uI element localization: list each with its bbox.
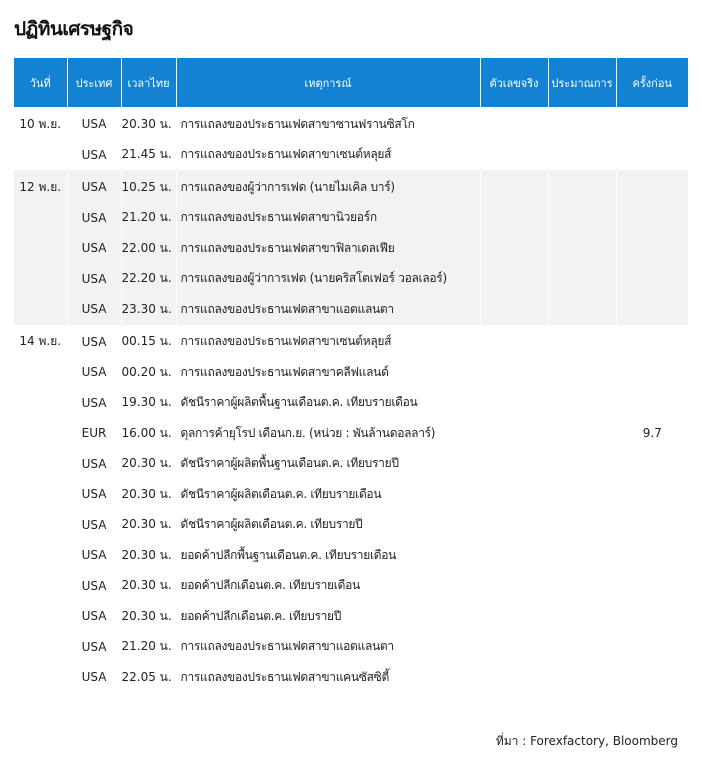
cell-country: USA: [67, 540, 121, 571]
cell-time: 00.15 น.: [121, 325, 176, 358]
header-thai-time: เวลาไทย: [121, 58, 176, 107]
cell-forecast: [548, 449, 616, 480]
table-row: [14, 418, 688, 449]
table-row: [14, 294, 688, 325]
cell-country: USA: [67, 510, 121, 541]
cell-previous: [616, 233, 688, 264]
cell-forecast: [548, 632, 616, 663]
cell-actual: [480, 540, 548, 571]
header-country: ประเทศ: [67, 58, 121, 107]
cell-actual: [480, 601, 548, 632]
cell-country: USA: [67, 388, 121, 419]
cell-time: 00.20 น.: [121, 357, 176, 388]
cell-forecast: [548, 418, 616, 449]
table-row: [14, 140, 688, 171]
table-row: [14, 510, 688, 541]
cell-event: การแถลงของประธานเฟดสาขาแอตแลนตา: [176, 632, 480, 663]
cell-actual: [480, 418, 548, 449]
cell-previous: [616, 294, 688, 325]
table-body: [14, 107, 688, 693]
cell-event: การแถลงของประธานเฟดสาขาซานฟรานซิสโก: [176, 107, 480, 140]
cell-time: 20.30 น.: [121, 479, 176, 510]
header-event: เหตุการณ์: [176, 58, 480, 107]
cell-previous: [616, 170, 688, 203]
cell-time: 23.30 น.: [121, 294, 176, 325]
cell-previous: [616, 601, 688, 632]
cell-time: 20.30 น.: [121, 540, 176, 571]
table-row: [14, 540, 688, 571]
table-row: [14, 107, 688, 140]
cell-forecast: [548, 325, 616, 358]
cell-previous: [616, 357, 688, 388]
cell-date: [14, 203, 67, 234]
cell-event: การแถลงของผู้ว่าการเฟด (นายคริสโตเฟอร์ วอลเลอร์): [176, 264, 480, 295]
cell-date: [14, 662, 67, 693]
cell-country: USA: [67, 479, 121, 510]
cell-event: การแถลงของประธานเฟดสาขาแอตแลนตา: [176, 294, 480, 325]
cell-event: การแถลงของประธานเฟดสาขาฟิลาเดลเฟีย: [176, 233, 480, 264]
cell-forecast: [548, 140, 616, 171]
cell-time: 20.30 น.: [121, 510, 176, 541]
table-row: [14, 388, 688, 419]
cell-forecast: [548, 662, 616, 693]
cell-event: การแถลงของประธานเฟดสาขาเซนต์หลุยส์: [176, 325, 480, 358]
cell-event: ดัชนีราคาผู้ผลิตพื้นฐานเดือนต.ค. เทียบรายเดือน: [176, 388, 480, 419]
cell-country: USA: [67, 140, 121, 171]
cell-country: USA: [67, 325, 121, 358]
cell-event: ยอดค้าปลีกพื้นฐานเดือนต.ค. เทียบรายเดือน: [176, 540, 480, 571]
table-row: [14, 449, 688, 480]
cell-event: ยอดค้าปลีกเดือนต.ค. เทียบรายปี: [176, 601, 480, 632]
table-row: [14, 571, 688, 602]
cell-country: USA: [67, 170, 121, 203]
cell-actual: [480, 233, 548, 264]
table-row: [14, 601, 688, 632]
cell-date: [14, 140, 67, 171]
cell-actual: [480, 107, 548, 140]
cell-event: ยอดค้าปลีกเดือนต.ค. เทียบรายเดือน: [176, 571, 480, 602]
cell-time: 10.25 น.: [121, 170, 176, 203]
cell-actual: [480, 170, 548, 203]
cell-actual: [480, 357, 548, 388]
cell-country: USA: [67, 264, 121, 295]
cell-actual: [480, 479, 548, 510]
cell-time: 16.00 น.: [121, 418, 176, 449]
cell-country: USA: [67, 107, 121, 140]
cell-country: USA: [67, 571, 121, 602]
cell-event: การแถลงของประธานเฟดสาขาเซนต์หลุยส์: [176, 140, 480, 171]
cell-time: 21.20 น.: [121, 203, 176, 234]
cell-previous: [616, 571, 688, 602]
cell-date: 14 พ.ย.: [14, 325, 67, 358]
cell-date: [14, 540, 67, 571]
cell-previous: [616, 510, 688, 541]
cell-time: 22.20 น.: [121, 264, 176, 295]
cell-forecast: [548, 510, 616, 541]
cell-previous: [616, 325, 688, 358]
cell-previous: [616, 264, 688, 295]
cell-actual: [480, 325, 548, 358]
table-header-row: [14, 58, 688, 107]
table-row: [14, 479, 688, 510]
cell-date: [14, 233, 67, 264]
cell-actual: [480, 203, 548, 234]
cell-forecast: [548, 388, 616, 419]
cell-country: USA: [67, 601, 121, 632]
cell-forecast: [548, 233, 616, 264]
table-row: [14, 233, 688, 264]
header-actual: ตัวเลขจริง: [480, 58, 548, 107]
cell-event: การแถลงของประธานเฟดสาขานิวยอร์ก: [176, 203, 480, 234]
cell-event: การแถลงของประธานเฟดสาขาคลีฟแลนด์: [176, 357, 480, 388]
table-row: [14, 357, 688, 388]
cell-forecast: [548, 107, 616, 140]
cell-previous: [616, 479, 688, 510]
cell-actual: [480, 510, 548, 541]
cell-date: [14, 294, 67, 325]
header-date: วันที่: [14, 58, 67, 107]
cell-date: [14, 357, 67, 388]
cell-actual: [480, 264, 548, 295]
cell-previous: [616, 388, 688, 419]
cell-time: 20.30 น.: [121, 571, 176, 602]
cell-country: USA: [67, 662, 121, 693]
cell-forecast: [548, 601, 616, 632]
table-row: [14, 632, 688, 663]
cell-date: [14, 449, 67, 480]
cell-date: 12 พ.ย.: [14, 170, 67, 203]
cell-previous: 9.7: [642, 426, 662, 441]
table-row: [14, 203, 688, 234]
cell-event: ดัชนีราคาผู้ผลิตพื้นฐานเดือนต.ค. เทียบรายปี: [176, 449, 480, 480]
table-row: [14, 170, 688, 203]
cell-country: USA: [67, 357, 121, 388]
cell-date: [14, 264, 67, 295]
cell-actual: [480, 632, 548, 663]
cell-country: USA: [67, 233, 121, 264]
cell-forecast: [548, 479, 616, 510]
cell-actual: [480, 571, 548, 602]
cell-previous: [616, 140, 688, 171]
cell-previous: [616, 540, 688, 571]
cell-time: 21.45 น.: [121, 140, 176, 171]
header-forecast: ประมาณการ: [548, 58, 616, 107]
cell-previous: [616, 107, 688, 140]
cell-country: USA: [67, 203, 121, 234]
cell-country: EUR: [67, 418, 121, 449]
cell-date: [14, 388, 67, 419]
cell-actual: [480, 388, 548, 419]
cell-event: การแถลงของผู้ว่าการเฟด (นายไมเคิล บาร์): [176, 170, 480, 203]
cell-actual: [480, 662, 548, 693]
cell-time: 20.30 น.: [121, 449, 176, 480]
table-row: [14, 264, 688, 295]
cell-forecast: [548, 203, 616, 234]
cell-previous: [616, 449, 688, 480]
cell-date: [14, 571, 67, 602]
cell-previous: [616, 203, 688, 234]
cell-forecast: [548, 264, 616, 295]
cell-event: ดุลการค้ายุโรป เดือนก.ย. (หน่วย : พันล้านดอลลาร์): [176, 418, 480, 449]
cell-forecast: [548, 357, 616, 388]
cell-event: ดัชนีราคาผู้ผลิตเดือนต.ค. เทียบรายปี: [176, 510, 480, 541]
cell-country: USA: [67, 632, 121, 663]
cell-previous: [616, 662, 688, 693]
cell-actual: [480, 449, 548, 480]
cell-country: USA: [67, 449, 121, 480]
cell-date: [14, 632, 67, 663]
cell-date: [14, 510, 67, 541]
table-row: [14, 662, 688, 693]
cell-actual: [480, 294, 548, 325]
source-note: ที่มา : Forexfactory, Bloomberg: [495, 734, 678, 748]
page-title: ปฏิทินเศรษฐกิจ: [14, 18, 134, 40]
header-previous: ครั้งก่อน: [616, 58, 688, 107]
cell-time: 20.30 น.: [121, 107, 176, 140]
cell-time: 22.05 น.: [121, 662, 176, 693]
table-row: [14, 325, 688, 358]
cell-date: [14, 479, 67, 510]
economic-calendar-table: [14, 58, 688, 693]
cell-time: 19.30 น.: [121, 388, 176, 419]
cell-time: 21.20 น.: [121, 632, 176, 663]
cell-actual: [480, 140, 548, 171]
cell-forecast: [548, 170, 616, 203]
cell-event: ดัชนีราคาผู้ผลิตเดือนต.ค. เทียบรายเดือน: [176, 479, 480, 510]
cell-previous: [616, 632, 688, 663]
cell-date: [14, 418, 67, 449]
cell-time: 22.00 น.: [121, 233, 176, 264]
cell-forecast: [548, 571, 616, 602]
cell-date: 10 พ.ย.: [14, 107, 67, 140]
cell-forecast: [548, 540, 616, 571]
cell-country: USA: [67, 294, 121, 325]
cell-date: [14, 601, 67, 632]
cell-time: 20.30 น.: [121, 601, 176, 632]
cell-forecast: [548, 294, 616, 325]
cell-event: การแถลงของประธานเฟดสาขาแคนซัสซิตี้: [176, 662, 480, 693]
